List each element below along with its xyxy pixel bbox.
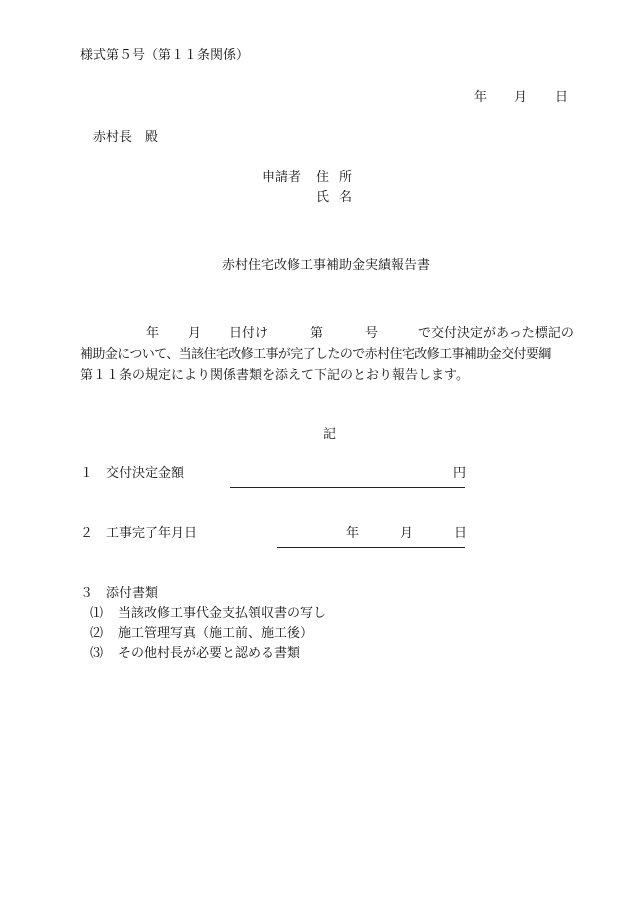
- item2-day: 日: [454, 526, 468, 541]
- item1-number: １: [80, 466, 94, 481]
- date-day-label: 日: [555, 90, 569, 105]
- date-month-label: 月: [514, 90, 528, 105]
- attachment-2-number: ⑵: [90, 626, 104, 641]
- addressee: 赤村長 殿: [93, 130, 159, 145]
- item3-label: 添付書類: [106, 586, 159, 601]
- attachment-1-text: 当該改修工事代金支払領収書の写し: [118, 606, 327, 621]
- body-dai: 第: [310, 326, 324, 341]
- body-line3: 第１１条の規定により関係書類を添えて下記のとおり報告します。: [80, 368, 469, 383]
- body-dated: 日付け: [229, 326, 269, 341]
- body-month: 月: [188, 326, 202, 341]
- ki-heading: 記: [323, 427, 337, 442]
- attachment-3-number: ⑶: [90, 646, 104, 661]
- item1-label: 交付決定金額: [106, 466, 185, 481]
- attachment-1-number: ⑴: [90, 606, 104, 621]
- item2-label: 工事完了年月日: [106, 526, 198, 541]
- item1-underline: [230, 487, 465, 488]
- attachment-3-text: その他村長が必要と認める書類: [118, 646, 301, 661]
- name-label-2: 名: [339, 190, 353, 205]
- item3-number: ３: [80, 586, 94, 601]
- item1-unit: 円: [453, 466, 467, 481]
- attachment-2-text: 施工管理写真（施工前、施工後）: [118, 626, 314, 641]
- name-label-1: 氏: [316, 190, 330, 205]
- address-label-1: 住: [316, 170, 330, 185]
- applicant-label: 申請者: [262, 170, 302, 185]
- body-year: 年: [146, 326, 160, 341]
- item2-year: 年: [346, 526, 360, 541]
- body-line2: 補助金について、当該住宅改修工事が完了したので赤村住宅改修工事補助金交付要綱: [80, 347, 551, 362]
- body-go: 号: [365, 326, 379, 341]
- document-title: 赤村住宅改修工事補助金実績報告書: [222, 258, 431, 273]
- form-number: 様式第５号（第１１条関係）: [80, 48, 250, 63]
- item2-number: ２: [80, 526, 94, 541]
- address-label-2: 所: [339, 170, 353, 185]
- date-year-label: 年: [474, 90, 488, 105]
- item2-underline: [277, 547, 465, 548]
- item2-month: 月: [400, 526, 414, 541]
- body-line1-tail: で交付決定があった標記の: [418, 326, 574, 341]
